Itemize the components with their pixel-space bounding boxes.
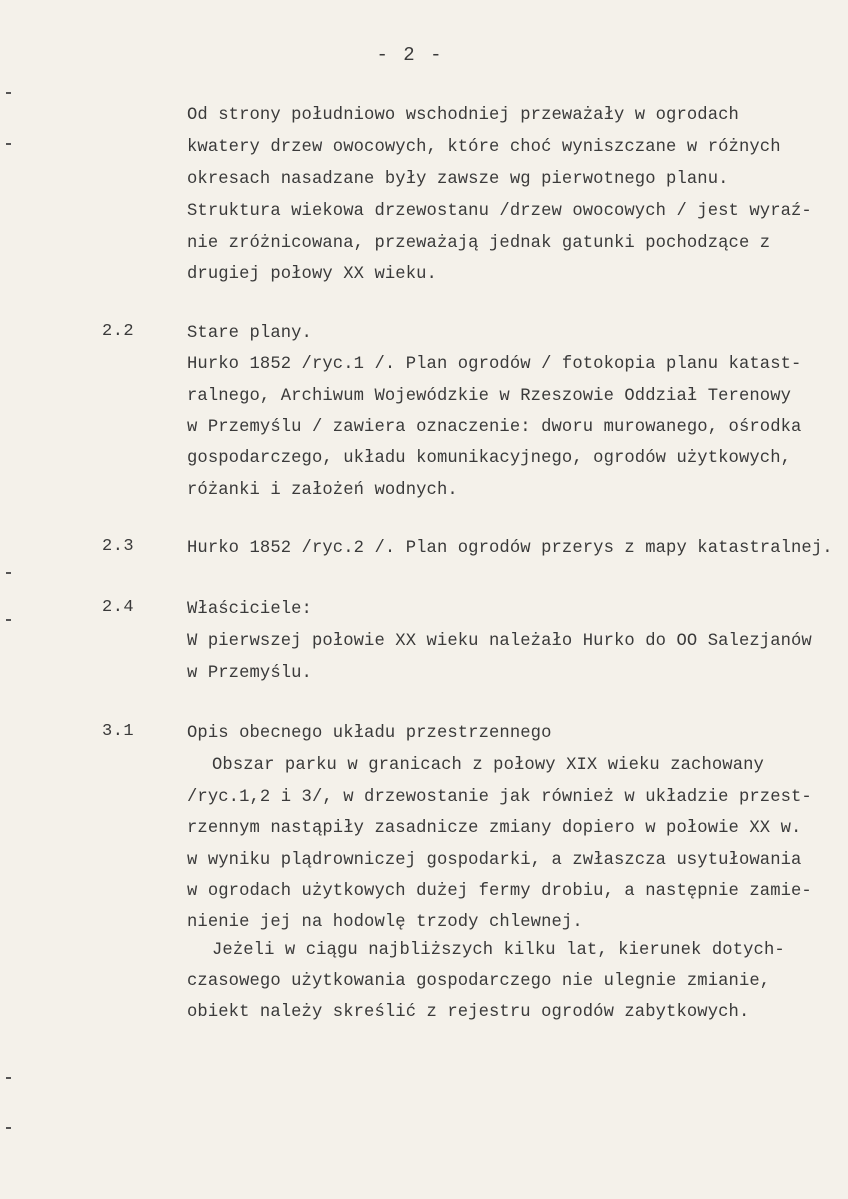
margin-mark xyxy=(6,619,11,621)
section-line: różanki i założeń wodnych. xyxy=(187,481,458,500)
intro-line: Struktura wiekowa drzewostanu /drzew owocowych / jest wyraź- xyxy=(187,202,812,221)
margin-mark xyxy=(6,143,11,145)
page-number: - 2 - xyxy=(376,44,444,66)
intro-line: okresach nasadzane były zawsze wg pierwotnego planu. xyxy=(187,170,729,189)
section-number: 2.2 xyxy=(102,322,135,341)
section-number: 2.4 xyxy=(102,598,135,617)
section-line: /ryc.1,2 i 3/, w drzewostanie jak również w układzie przest- xyxy=(187,788,812,807)
section-line: W pierwszej połowie XX wieku należało Hurko do OO Salezjanów xyxy=(187,632,812,651)
intro-line: drugiej połowy XX wieku. xyxy=(187,265,437,284)
section-line: w ogrodach użytkowych dużej fermy drobiu, a następnie zamie- xyxy=(187,882,812,901)
section-number: 2.3 xyxy=(102,537,135,556)
section-line: w Przemyślu. xyxy=(187,664,312,683)
section-line: w wyniku plądrowniczej gospodarki, a zwłaszcza usytułowania xyxy=(187,851,802,870)
margin-mark xyxy=(6,1077,11,1079)
section-heading: Opis obecnego układu przestrzennego xyxy=(187,724,552,743)
section-line: czasowego użytkowania gospodarczego nie ulegnie zmianie, xyxy=(187,972,771,991)
intro-line: nie zróżnicowana, przeważają jednak gatunki pochodzące z xyxy=(187,234,771,253)
section-line: obiekt należy skreślić z rejestru ogrodów zabytkowych. xyxy=(187,1003,750,1022)
section-line: rzennym nastąpiły zasadnicze zmiany dopiero w połowie XX w. xyxy=(187,819,802,838)
section-line: Hurko 1852 /ryc.2 /. Plan ogrodów przerys z mapy katastralnej. xyxy=(187,539,833,558)
section-heading: Stare plany. xyxy=(187,324,312,343)
intro-line: kwatery drzew owocowych, które choć wyniszczane w różnych xyxy=(187,138,781,157)
margin-mark xyxy=(6,92,11,94)
margin-mark xyxy=(6,572,11,574)
section-line: Obszar parku w granicach z połowy XIX wieku zachowany xyxy=(212,756,764,775)
margin-mark xyxy=(6,1127,11,1129)
section-line: Jeżeli w ciągu najbliższych kilku lat, kierunek dotych- xyxy=(212,941,785,960)
section-line: w Przemyślu / zawiera oznaczenie: dworu murowanego, ośrodka xyxy=(187,418,802,437)
section-line: gospodarczego, układu komunikacyjnego, ogrodów użytkowych, xyxy=(187,449,792,468)
section-line: Hurko 1852 /ryc.1 /. Plan ogrodów / fotokopia planu katast- xyxy=(187,355,802,374)
section-line: ralnego, Archiwum Wojewódzkie w Rzeszowie Oddział Terenowy xyxy=(187,387,792,406)
section-number: 3.1 xyxy=(102,722,135,741)
section-line: nienie jej na hodowlę trzody chlewnej. xyxy=(187,913,583,932)
section-heading: Właściciele: xyxy=(187,600,312,619)
intro-line: Od strony południowo wschodniej przeważały w ogrodach xyxy=(187,106,739,125)
